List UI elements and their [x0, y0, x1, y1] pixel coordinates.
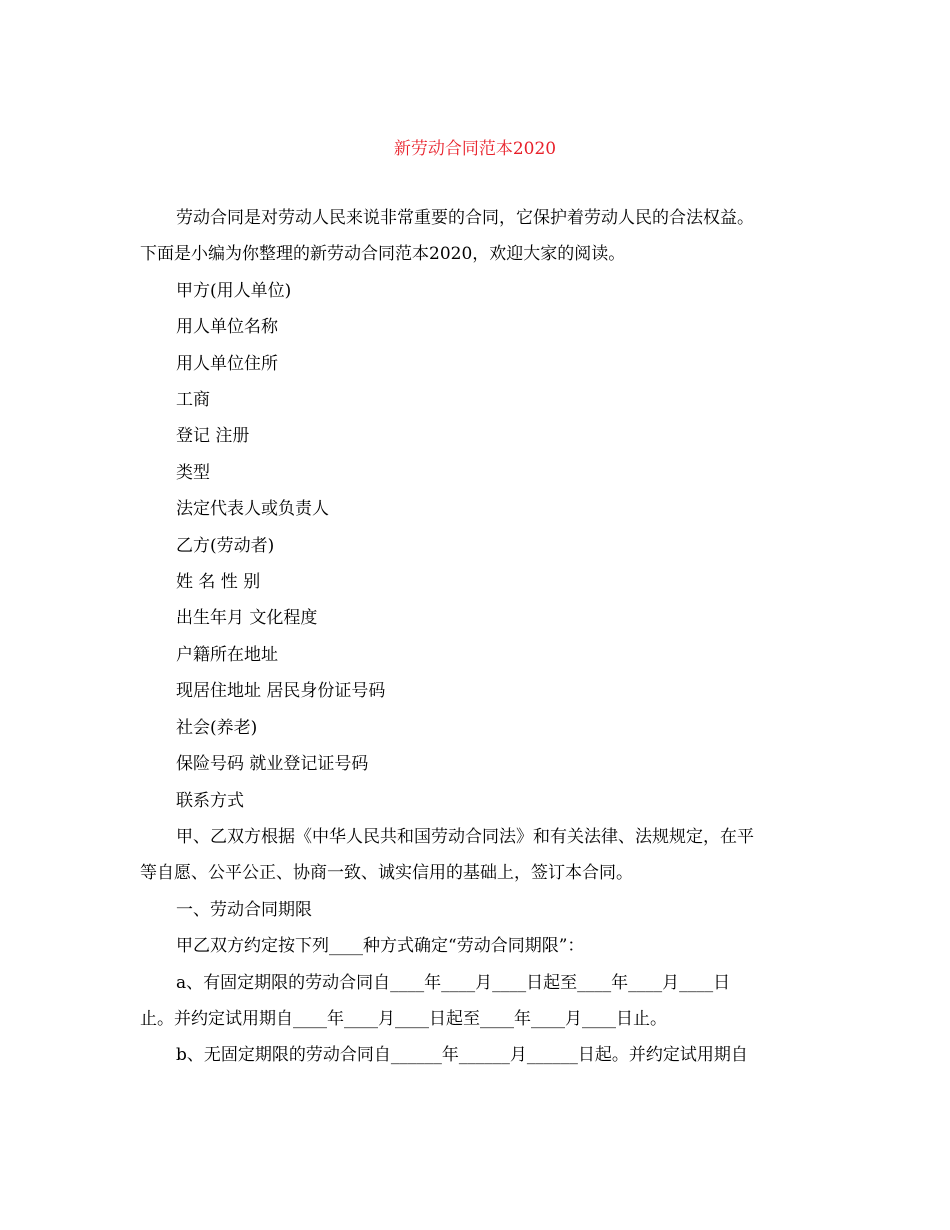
text-line: 出生年月 文化程度: [176, 608, 318, 629]
text-line: 一、劳动合同期限: [176, 899, 312, 920]
text-line: 社会(养老): [176, 717, 258, 738]
text-line: 等自愿、公平公正、协商一致、诚实信用的基础上，签订本合同。: [140, 863, 633, 884]
text-line: 甲、乙双方根据《中华人民共和国劳动合同法》和有关法律、法规规定，在平: [176, 826, 754, 847]
text-line: 户籍所在地址: [176, 644, 278, 665]
text-line: 类型: [176, 462, 210, 483]
text-line: 劳动合同是对劳动人民来说非常重要的合同，它保护着劳动人民的合法权益。: [176, 208, 754, 228]
text-line: 现居住地址 居民身份证号码: [176, 681, 386, 702]
text-line: 工商: [176, 390, 210, 411]
text-line: 姓 名 性 别: [176, 572, 261, 593]
text-line: b、无固定期限的劳动合同自______年______月______日起。并约定试用期自: [176, 1045, 748, 1066]
text-line: 联系方式: [176, 790, 244, 811]
document-body: [140, 200, 810, 1074]
text-line: 保险号码 就业登记证号码: [176, 754, 369, 775]
text-line: a、有固定期限的劳动合同自____年____月____日起至____年____月____日: [176, 972, 731, 993]
text-line: 乙方(劳动者): [176, 535, 275, 556]
document-title: 新劳动合同范本2020: [393, 139, 557, 159]
text-line: 登记 注册: [176, 426, 250, 447]
text-line: 用人单位名称: [176, 317, 278, 338]
text-line: 止。并约定试用期自____年____月____日起至____年____月____日止。: [140, 1008, 667, 1029]
text-line: 甲乙双方约定按下列____种方式确定“劳动合同期限”：: [176, 936, 585, 957]
text-line: 甲方(用人单位): [176, 280, 292, 301]
text-line: 用人单位住所: [176, 353, 278, 374]
text-line: 法定代表人或负责人: [176, 499, 329, 520]
text-line: 下面是小编为你整理的新劳动合同范本2020，欢迎大家的阅读。: [140, 244, 626, 265]
